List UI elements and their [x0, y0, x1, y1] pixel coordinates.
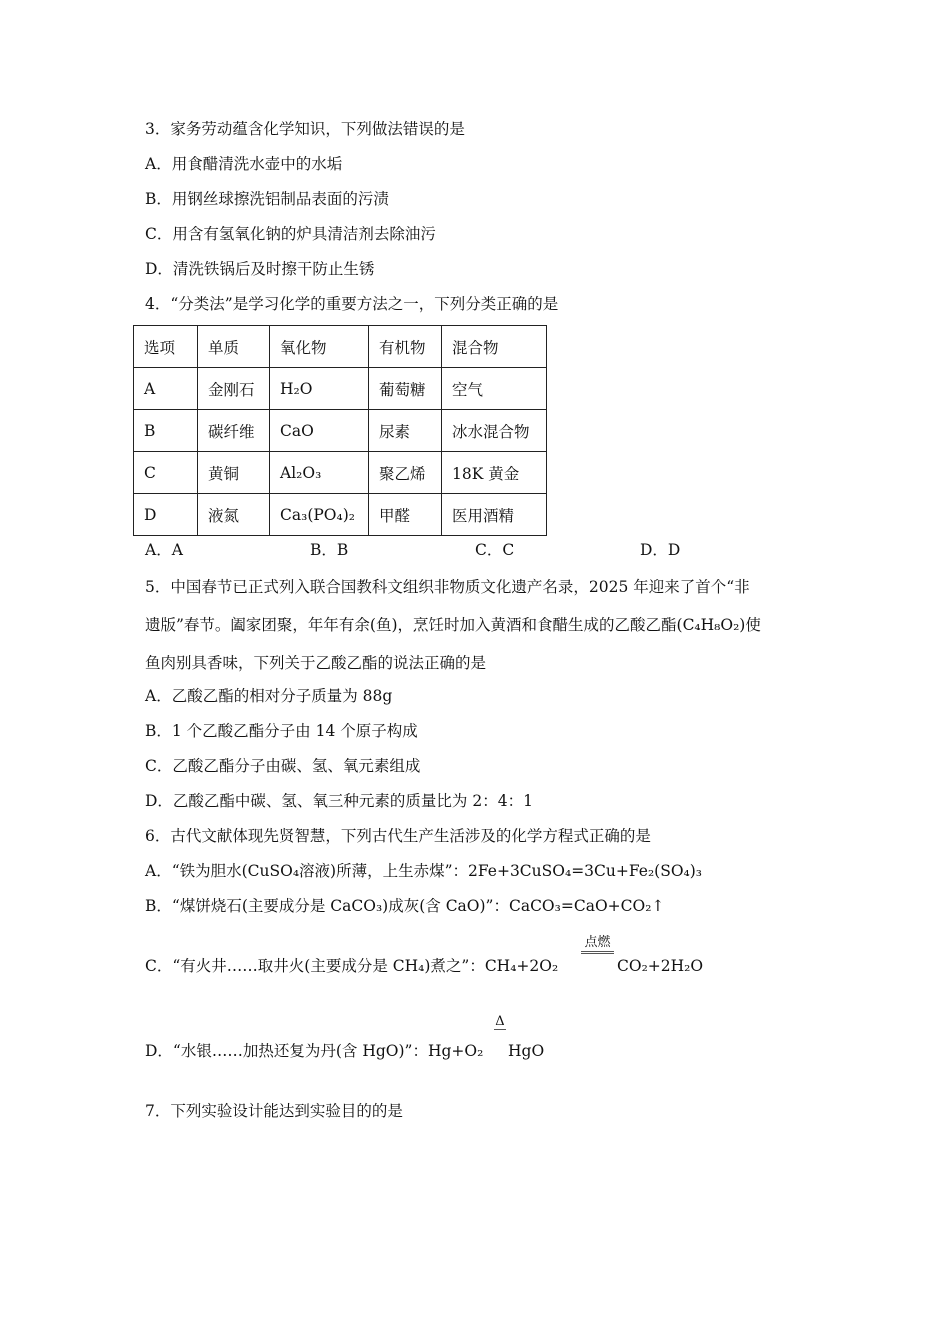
q4-answer-d: D．D: [640, 541, 681, 559]
table-row: [134, 494, 547, 536]
header-element: 单质: [198, 326, 270, 368]
cell-mixture: 空气: [442, 368, 547, 410]
header-mixture: 混合物: [442, 326, 547, 368]
q5-option-b: B．1 个乙酸乙酯分子由 14 个原子构成: [145, 722, 418, 740]
table-row: [134, 410, 547, 452]
cell-oxide: CaO: [270, 410, 369, 452]
cell-option: D: [134, 494, 198, 536]
q4-answer-b: B．B: [310, 541, 349, 559]
table-row: [134, 368, 547, 410]
cell-mixture: 冰水混合物: [442, 410, 547, 452]
q6-option-b: B．“煤饼烧石(主要成分是 CaCO₃)成灰(含 CaO)”：CaCO₃=CaO+CO₂↑: [145, 897, 665, 915]
cell-mixture: 18K 黄金: [442, 452, 547, 494]
q5-option-d: D．乙酸乙酯中碳、氢、氧三种元素的质量比为 2：4：1: [145, 792, 533, 810]
cell-organic: 尿素: [369, 410, 442, 452]
q6-stem: 6．古代文献体现先贤智慧，下列古代生产生活涉及的化学方程式正确的是: [145, 827, 651, 845]
q6-d-condition: Δ: [495, 1014, 505, 1029]
q6-option-a: A．“铁为胆水(CuSO₄溶液)所薄，上生赤煤”：2Fe+3CuSO₄=3Cu+Fe₂(SO₄)₃: [145, 862, 703, 880]
cell-option: B: [134, 410, 198, 452]
cell-organic: 葡萄糖: [369, 368, 442, 410]
q5-option-a: A．乙酸乙酯的相对分子质量为 88g: [145, 687, 393, 705]
cell-option: C: [134, 452, 198, 494]
cell-oxide: Ca₃(PO₄)₂: [270, 494, 369, 536]
q6-option-d: D．“水银……加热还复为丹(含 HgO)”：Hg+O₂: [145, 1042, 484, 1060]
cell-mixture: 医用酒精: [442, 494, 547, 536]
q5-option-c: C．乙酸乙酯分子由碳、氢、氧元素组成: [145, 757, 421, 775]
cell-element: 碳纤维: [198, 410, 270, 452]
cell-oxide: Al₂O₃: [270, 452, 369, 494]
cell-element: 金刚石: [198, 368, 270, 410]
q5-stem-line2: 遗版”春节。阖家团聚，年年有余(鱼)，烹饪时加入黄酒和食醋生成的乙酸乙酯(C₄H₈O₂)使: [145, 616, 761, 634]
q3-option-c: C．用含有氢氧化钠的炉具清洁剂去除油污: [145, 225, 436, 243]
q3-option-a: A．用食醋清洗水壶中的水垢: [145, 155, 343, 173]
q6-c-condition: 点燃: [581, 931, 614, 954]
q6-option-c: C．“有火井……取井火(主要成分是 CH₄)煮之”：CH₄+2O₂: [145, 957, 559, 975]
cell-element: 液氮: [198, 494, 270, 536]
q3-option-b: B．用钢丝球擦洗铝制品表面的污渍: [145, 190, 389, 208]
cell-option: A: [134, 368, 198, 410]
q4-stem: 4．“分类法”是学习化学的重要方法之一，下列分类正确的是: [145, 295, 559, 313]
q4-answer-a: A．A: [145, 541, 183, 559]
header-oxide: 氧化物: [270, 326, 369, 368]
q5-stem-line3: 鱼肉别具香味，下列关于乙酸乙酯的说法正确的是: [145, 654, 487, 672]
cell-element: 黄铜: [198, 452, 270, 494]
q4-answer-c: C．C: [475, 541, 515, 559]
table-header-row: [134, 326, 547, 368]
table-row: [134, 452, 547, 494]
cell-organic: 聚乙烯: [369, 452, 442, 494]
header-organic: 有机物: [369, 326, 442, 368]
q3-stem: 3．家务劳动蕴含化学知识，下列做法错误的是: [145, 120, 465, 138]
header-option: 选项: [134, 326, 198, 368]
q3-option-d: D．清洗铁锅后及时擦干防止生锈: [145, 260, 375, 278]
q6-option-d-product: HgO: [508, 1042, 545, 1060]
cell-organic: 甲醛: [369, 494, 442, 536]
cell-oxide: H₂O: [270, 368, 369, 410]
classification-table: [133, 325, 547, 536]
q6-option-c-product: CO₂+2H₂O: [617, 957, 704, 975]
q7-stem: 7．下列实验设计能达到实验目的的是: [145, 1102, 403, 1120]
q5-stem-line1: 5．中国春节已正式列入联合国教科文组织非物质文化遗产名录，2025 年迎来了首个“非: [145, 578, 750, 596]
